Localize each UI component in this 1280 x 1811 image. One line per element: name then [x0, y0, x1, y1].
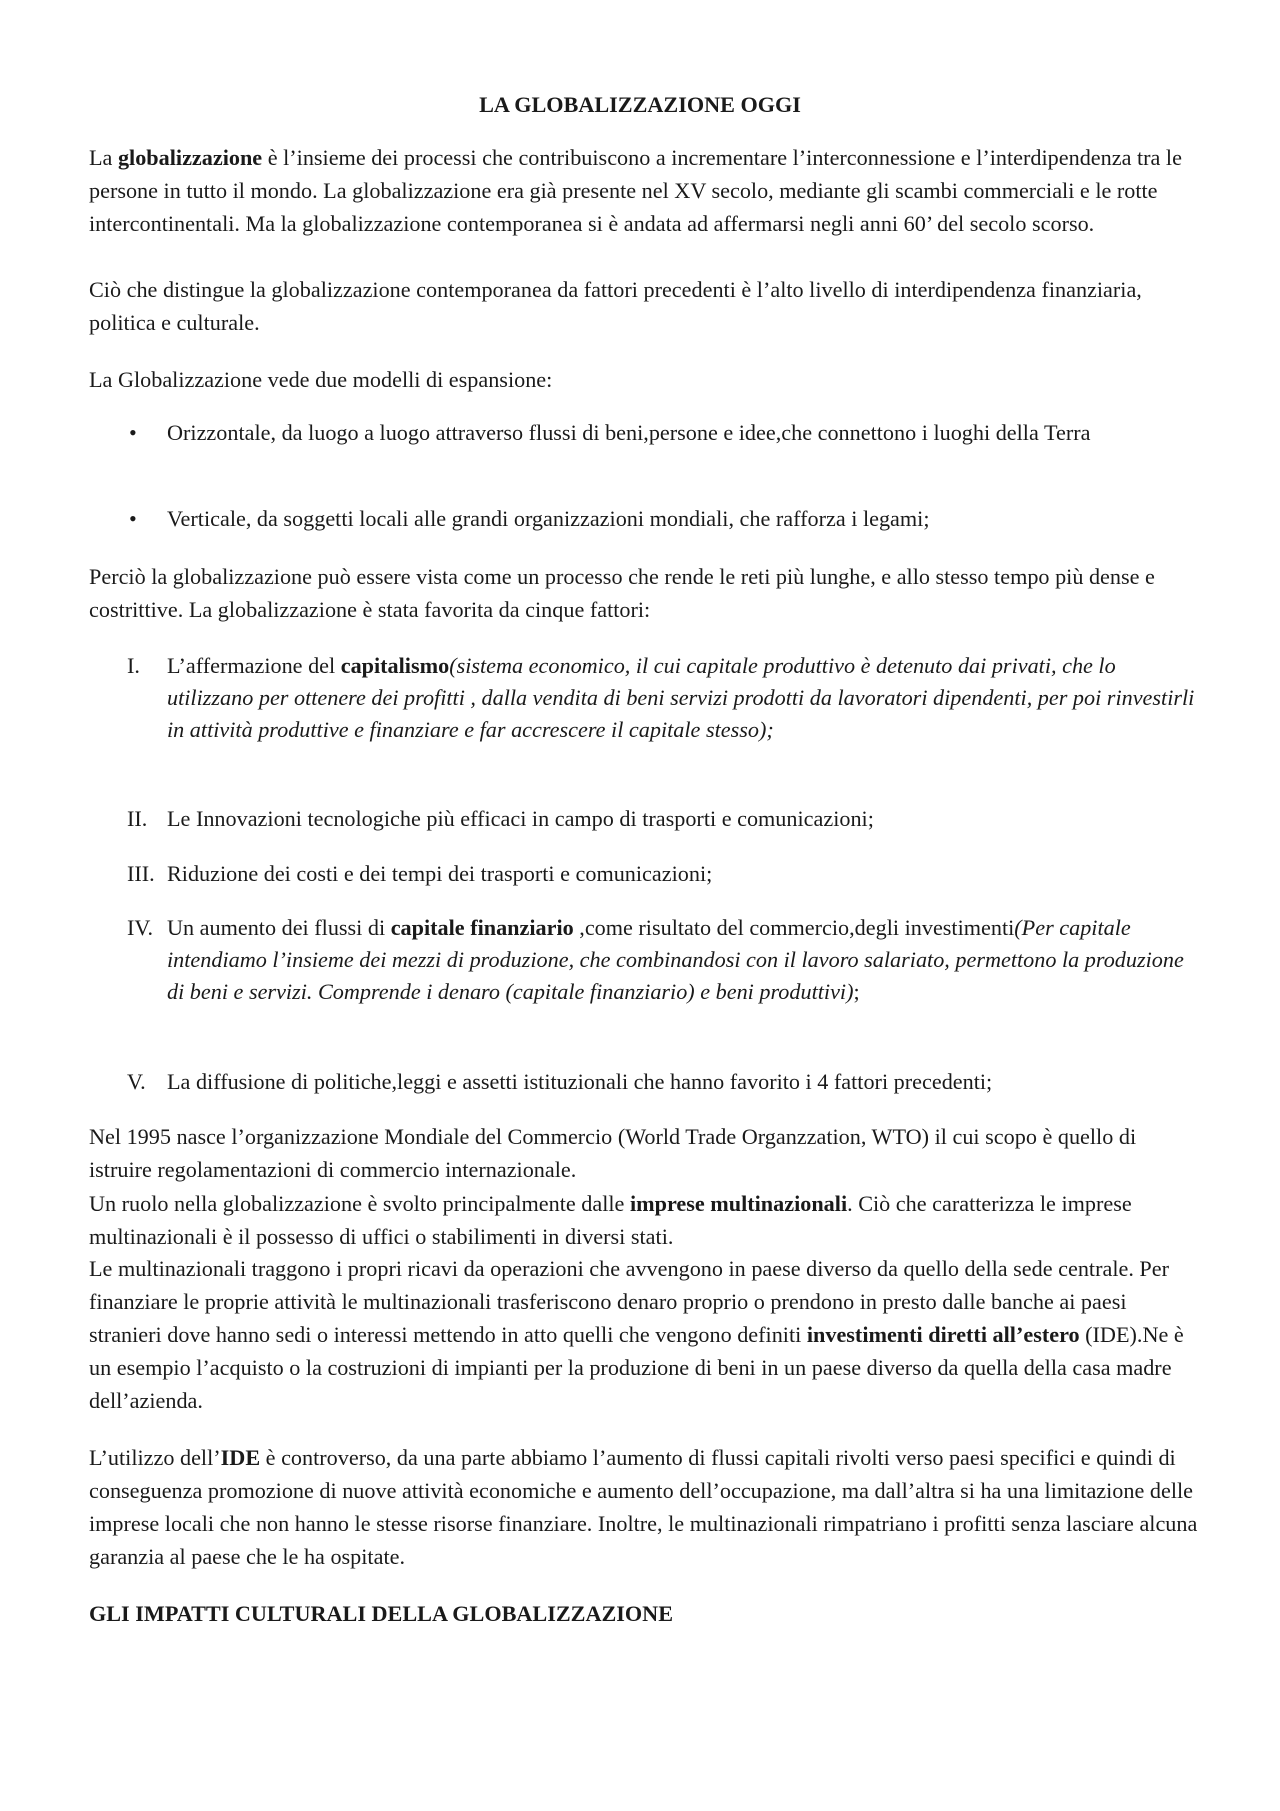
models-intro: La Globalizzazione vede due modelli di espansione: [89, 367, 553, 392]
wto-paragraph: Nel 1995 nasce l’organizzazione Mondiale del Commercio (World Trade Organzzation, WTO) il cui scopo è quello di istruire regolamentazioni di commercio internazionale. [89, 1124, 1137, 1182]
intro-rest: è l’insieme dei processi che contribuiscono a incrementare l’interconnessione e l’interdipendenza tra le persone in tutto il mondo. La globalizzazione era già presente nel XV secolo, mediante gli scambi commerciali e le rotte intercontinentali. Ma la globalizzazione contemporanea si è andata ad affermarsi negli anni 60’ del secolo scorso. [89, 145, 1182, 236]
factors-intro: Perciò la globalizzazione può essere vista come un processo che rende le reti più lunghe, e allo stesso tempo più dense e costrittive. La globalizzazione è stata favorita da cinque fattori: [89, 564, 1155, 622]
factor-text: L’affermazione del capitalismo(sistema economico, il cui capitale produttivo è detenuto dai privati, che lo utilizzano per ottenere dei profitti , dalla vendita di beni servizi prodotti da lavoratori dipendenti, per poi rinvestirli in attività produttive e finanziare e far accrescere il capitale stesso); [167, 653, 1195, 742]
factor-text: Le Innovazioni tecnologiche più efficaci in campo di trasporti e comunicazioni; [167, 806, 874, 831]
roman-numeral: III. [127, 861, 155, 886]
factor-definition: (Per capitale intendiamo l’insieme dei mezzi di produzione, che combinandosi con il lavoro salariato, permettono la produzione di beni e servizi. Comprende i denaro (capitale finanziario) e beni produttivi) [167, 915, 1184, 1004]
multinational-paragraph: Un ruolo nella globalizzazione è svolto principalmente dalle imprese multinazionali. Ciò che caratterizza le imprese multinazionali è il possesso di uffici o stabilimenti in diversi stati. [89, 1191, 1132, 1249]
roman-numeral: IV. [127, 915, 154, 940]
factor-text: Un aumento dei flussi di capitale finanziario ,come risultato del commercio,degli investimenti(Per capitale intendiamo l’insieme dei mezzi di produzione, che combinandosi con il lavoro salariato, permettono la produzione di beni e servizi. Comprende i denaro (capitale finanziario) e beni produttivi); [167, 915, 1184, 1004]
ide-use-paragraph: L’utilizzo dell’IDE è controverso, da una parte abbiamo l’aumento di flussi capitali rivolti verso paesi specifici e quindi di conseguenza promozione di nuove attività economiche e aumento dell’occupazione, ma dall’altra si ha una limitazione delle imprese locali che non hanno le stesse risorse finanziare. Inoltre, le multinazionali rimpatriano i profitti senza lasciare alcuna garanzia al paese che le ha ospitate. [89, 1445, 1198, 1569]
bullet-text: Verticale, da soggetti locali alle grandi organizzazioni mondiali, che rafforza i legami; [167, 506, 930, 531]
multinational-keyword: imprese multinazionali [629, 1191, 848, 1216]
roman-numeral: II. [127, 806, 148, 831]
intro-keyword: globalizzazione [117, 145, 263, 170]
factor-definition: (sistema economico, il cui capitale produttivo è detenuto dai privati, che lo utilizzano per ottenere dei profitti , dalla vendita di beni servizi prodotti da lavoratori dipendenti, per poi rinvestirli in attività produttive e finanziare e far accrescere il capitale stesso); [167, 653, 1195, 742]
intro-paragraph [89, 141, 1199, 240]
bullet-mark: • [129, 506, 137, 531]
factor-text: La diffusione di politiche,leggi e assetti istituzionali che hanno favorito i 4 fattori precedenti; [167, 1069, 993, 1094]
roman-numeral: V. [127, 1069, 146, 1094]
intro-lead: La [89, 145, 118, 170]
bullet-text: Orizzontale, da luogo a luogo attraverso flussi di beni,persone e idee,che connettono i luoghi della Terra [167, 420, 1091, 445]
bullet-mark: • [129, 420, 137, 445]
section-heading: GLI IMPATTI CULTURALI DELLA GLOBALIZZAZIONE [89, 1601, 673, 1626]
ide-use-keyword: IDE [220, 1445, 261, 1470]
intro-second-paragraph: Ciò che distingue la globalizzazione contemporanea da fattori precedenti è l’alto livello di interdipendenza finanziaria, politica e culturale. [89, 277, 1142, 335]
page-title: LA GLOBALIZZAZIONE OGGI [479, 92, 801, 117]
ide-keyword: investimenti diretti all’estero [806, 1322, 1080, 1347]
factor-keyword: capitalismo [340, 653, 450, 678]
factor-keyword: capitale finanziario [390, 915, 574, 940]
ide-paragraph: Le multinazionali traggono i propri ricavi da operazioni che avvengono in paese diverso da quello della sede centrale. Per finanziare le proprie attività le multinazionali trasferiscono denaro proprio o prendono in presto dalle banche ai paesi stranieri dove hanno sedi o interessi mettendo in atto quelli che vengono definiti investimenti diretti all’estero (IDE).Ne è un esempio l’acquisto o la costruzioni di impianti per la produzione di beni in un paese diverso da quella della casa madre dell’azienda. [89, 1256, 1184, 1413]
factor-text: Riduzione dei costi e dei tempi dei trasporti e comunicazioni; [167, 861, 713, 886]
roman-numeral: I. [127, 653, 140, 678]
